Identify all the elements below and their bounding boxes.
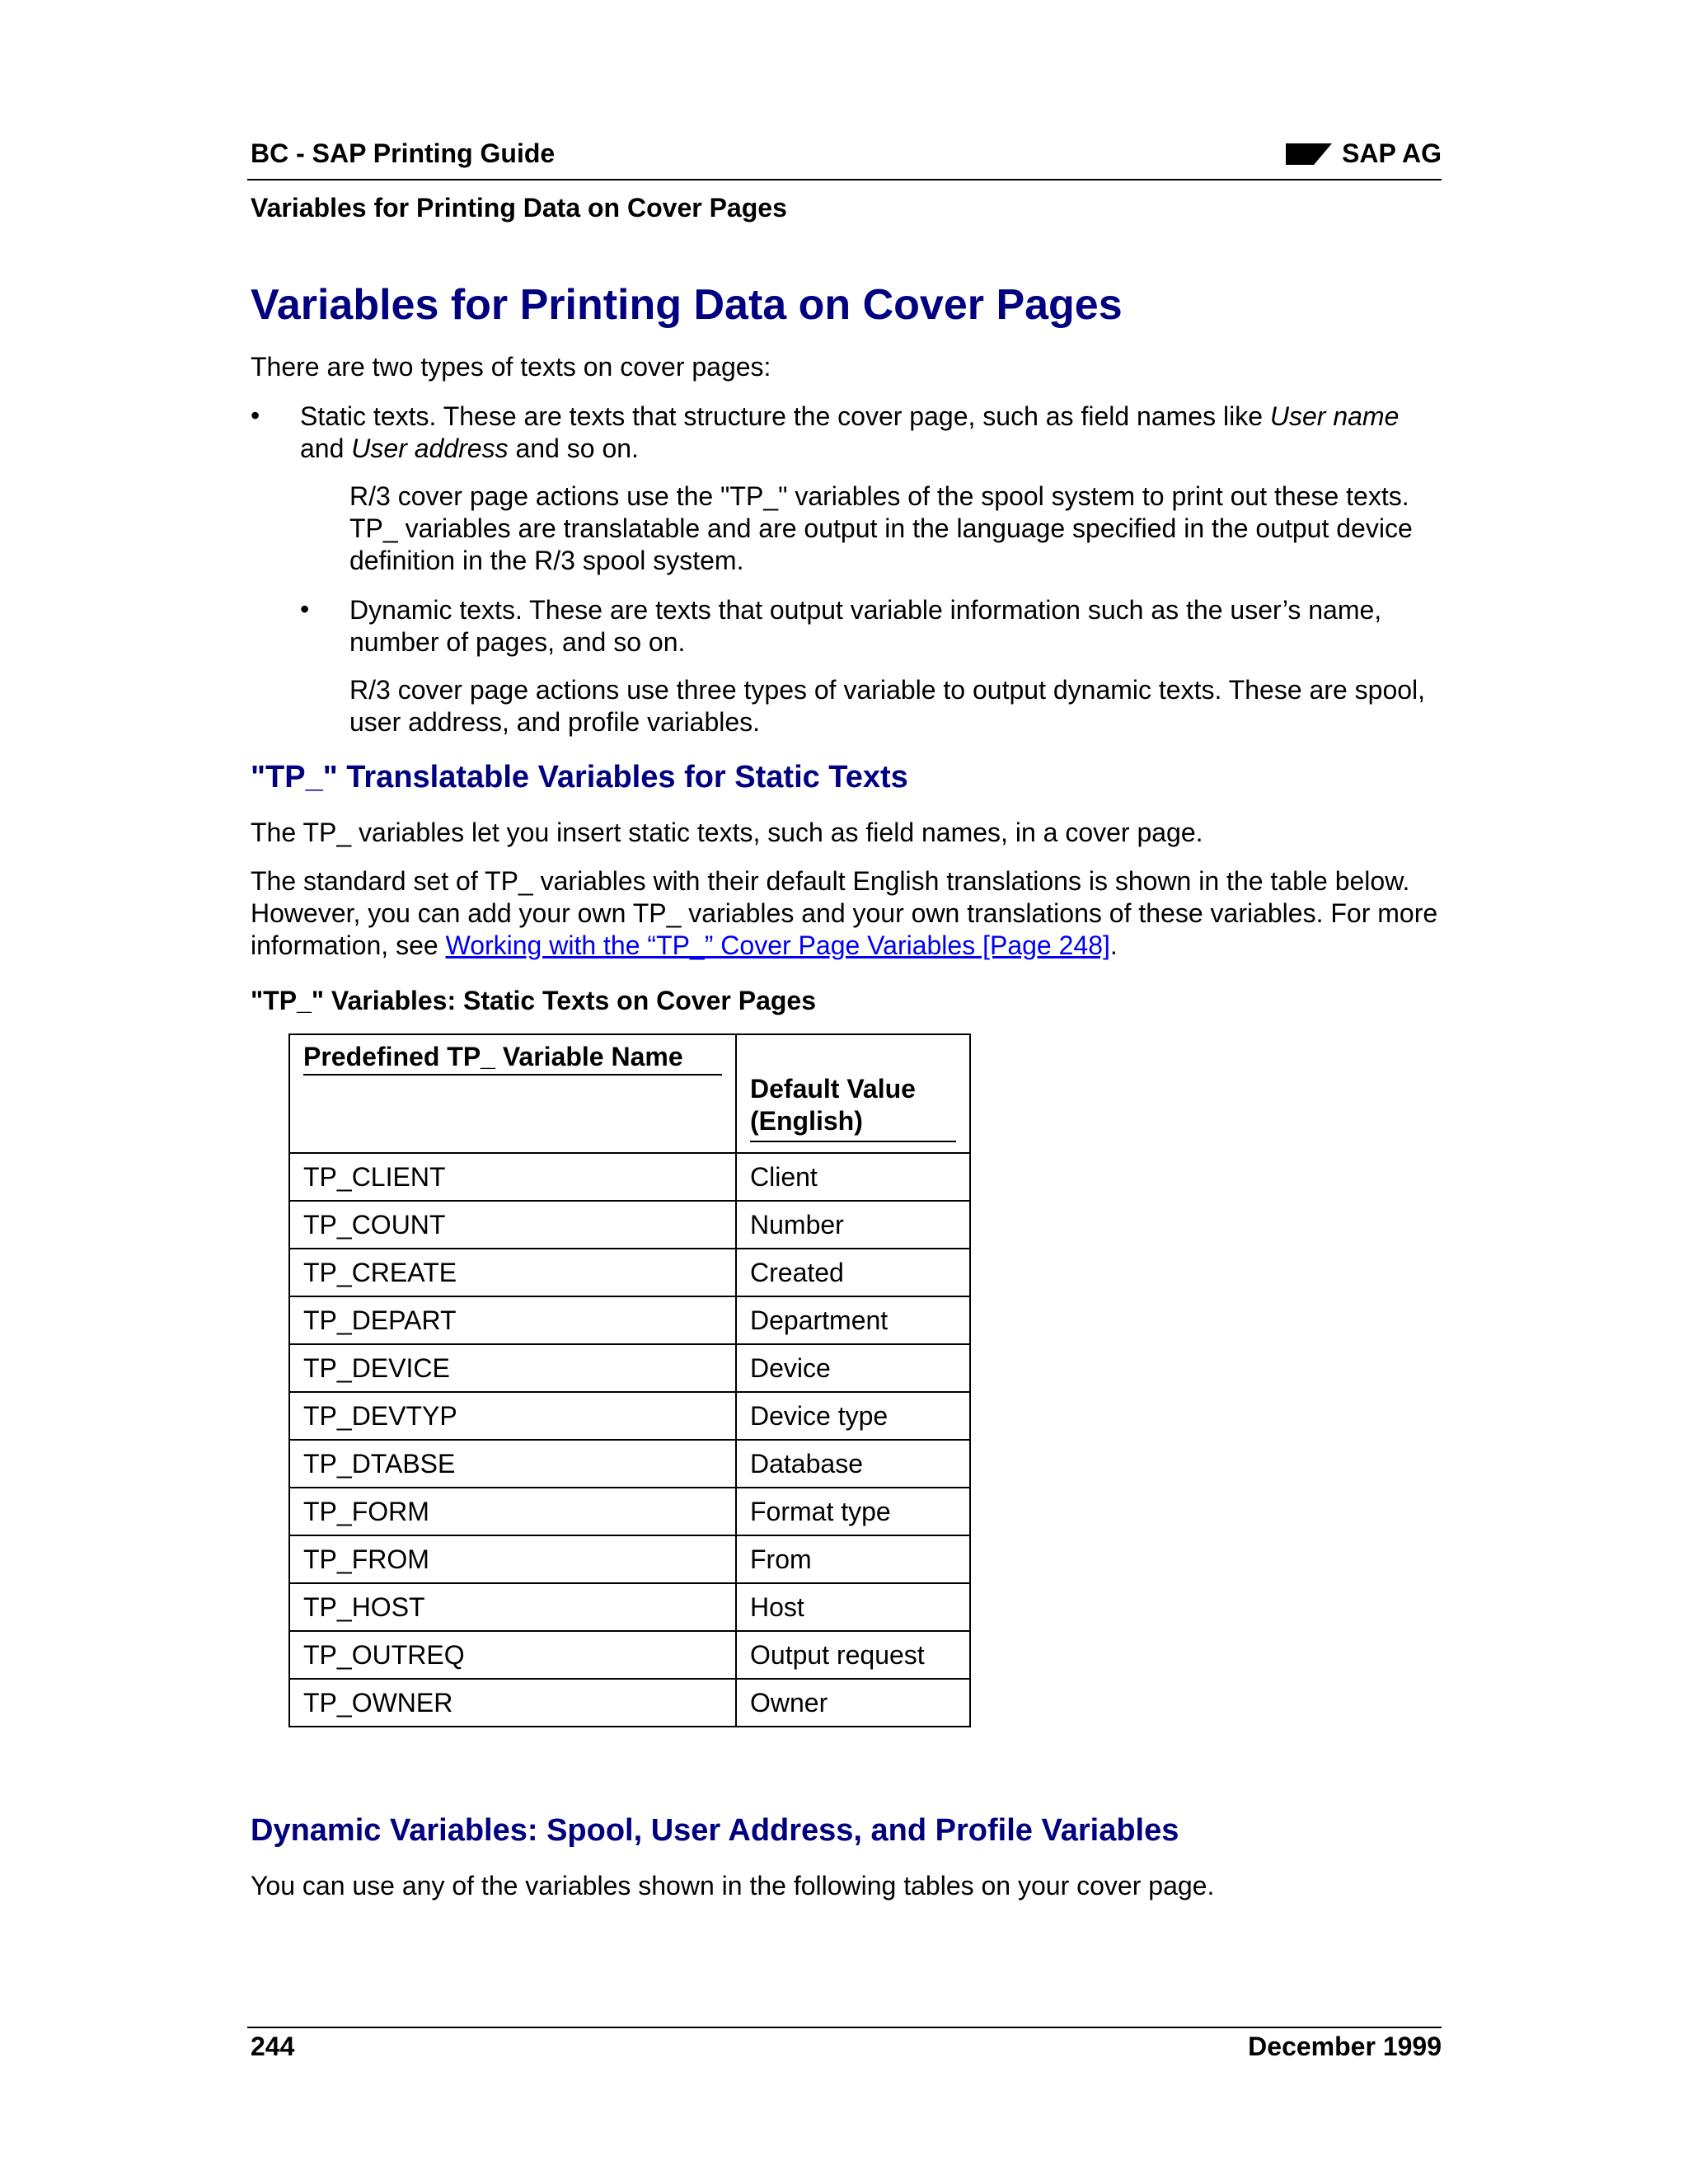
tp-variables-table — [288, 1033, 971, 1727]
table-row — [289, 1249, 970, 1296]
column-header-default-value: Default Value (English) — [736, 1034, 970, 1153]
header-rule — [247, 179, 1442, 180]
variable-name-cell: TP_FORM — [289, 1488, 736, 1535]
doc-header-title: BC - SAP Printing Guide — [251, 138, 556, 168]
table-caption: "TP_" Variables: Static Texts on Cover Pages — [251, 986, 817, 1015]
variable-name-cell: TP_OUTREQ — [289, 1631, 736, 1679]
table-row — [289, 1344, 970, 1392]
static-texts-detail: R/3 cover page actions use the "TP_" variables of the spool system to print out these texts. TP_ variables are translatable and are output in the language specified in the output device definition in the R/3 spool system. — [349, 481, 1413, 575]
sap-logo-icon — [1286, 143, 1332, 165]
doc-header-subtitle: Variables for Printing Data on Cover Pages — [251, 193, 787, 223]
table-row — [289, 1535, 970, 1583]
dynamic-texts-detail: R/3 cover page actions use three types of variable to output dynamic texts. These are spool, user address, and profile variables. — [349, 675, 1426, 737]
table-row — [289, 1679, 970, 1727]
intro-text: There are two types of texts on cover pages: — [251, 352, 771, 382]
table-row — [289, 1153, 970, 1201]
variable-name-cell: TP_CLIENT — [289, 1153, 736, 1201]
page-number: 244 — [251, 2032, 295, 2061]
variable-name-cell: TP_FROM — [289, 1535, 736, 1583]
default-value-cell: Client — [736, 1153, 970, 1201]
variable-name-cell: TP_DEVTYP — [289, 1392, 736, 1440]
default-value-cell: Format type — [736, 1488, 970, 1535]
company-name: SAP AG — [1342, 138, 1442, 168]
table-row — [289, 1631, 970, 1679]
table-row — [289, 1440, 970, 1488]
doc-date: December 1999 — [1248, 2032, 1442, 2061]
bullet-icon: • — [251, 401, 260, 430]
default-value-cell: Created — [736, 1249, 970, 1296]
bullet-static-texts: Static texts. These are texts that structure the cover page, such as field names like User name and User address and so on. — [300, 401, 1400, 463]
table-row — [289, 1296, 970, 1344]
variable-name-cell: TP_DEVICE — [289, 1344, 736, 1392]
variable-name-cell: TP_OWNER — [289, 1679, 736, 1727]
cover-page-variables-link[interactable]: Working with the “TP_” Cover Page Variables [Page 248] — [445, 930, 1110, 960]
table-row — [289, 1488, 970, 1535]
variable-name-cell: TP_DEPART — [289, 1296, 736, 1344]
dynamic-variables-text: You can use any of the variables shown in the following tables on your cover page. — [251, 1871, 1215, 1900]
variable-name-cell: TP_HOST — [289, 1583, 736, 1631]
default-value-cell: Device — [736, 1344, 970, 1392]
footer-rule — [247, 2027, 1442, 2028]
doc-header-company — [1286, 138, 1442, 169]
default-value-cell: Owner — [736, 1679, 970, 1727]
default-value-cell: Number — [736, 1201, 970, 1249]
section-heading-tp-variables: "TP_" Translatable Variables for Static Texts — [251, 760, 908, 794]
default-value-cell: Output request — [736, 1631, 970, 1679]
default-value-cell: From — [736, 1535, 970, 1583]
tp-intro-text: The TP_ variables let you insert static texts, such as field names, in a cover page. — [251, 818, 1203, 847]
variable-name-cell: TP_CREATE — [289, 1249, 736, 1296]
default-value-cell: Department — [736, 1296, 970, 1344]
tp-standard-set-text: The standard set of TP_ variables with their default English translations is shown in the table below. However, you can add your own TP_ variables and your own translations of these variables. For more information, see Working with the “TP_” Cover Page Variables [Page 248]. — [251, 866, 1438, 960]
table-row — [289, 1392, 970, 1440]
default-value-cell: Host — [736, 1583, 970, 1631]
table-row — [289, 1583, 970, 1631]
bullet-dynamic-texts: Dynamic texts. These are texts that output variable information such as the user’s name, number of pages, and so on. — [349, 595, 1382, 657]
table-row — [289, 1201, 970, 1249]
bullet-icon: • — [300, 594, 310, 624]
variable-name-cell: TP_COUNT — [289, 1201, 736, 1249]
column-header-variable-name: Predefined TP_ Variable Name — [289, 1034, 736, 1153]
variable-name-cell: TP_DTABSE — [289, 1440, 736, 1488]
section-heading-dynamic-variables: Dynamic Variables: Spool, User Address, and Profile Variables — [251, 1813, 1179, 1848]
default-value-cell: Database — [736, 1440, 970, 1488]
table-header-row — [289, 1034, 970, 1153]
page-title: Variables for Printing Data on Cover Pages — [251, 281, 1123, 329]
default-value-cell: Device type — [736, 1392, 970, 1440]
